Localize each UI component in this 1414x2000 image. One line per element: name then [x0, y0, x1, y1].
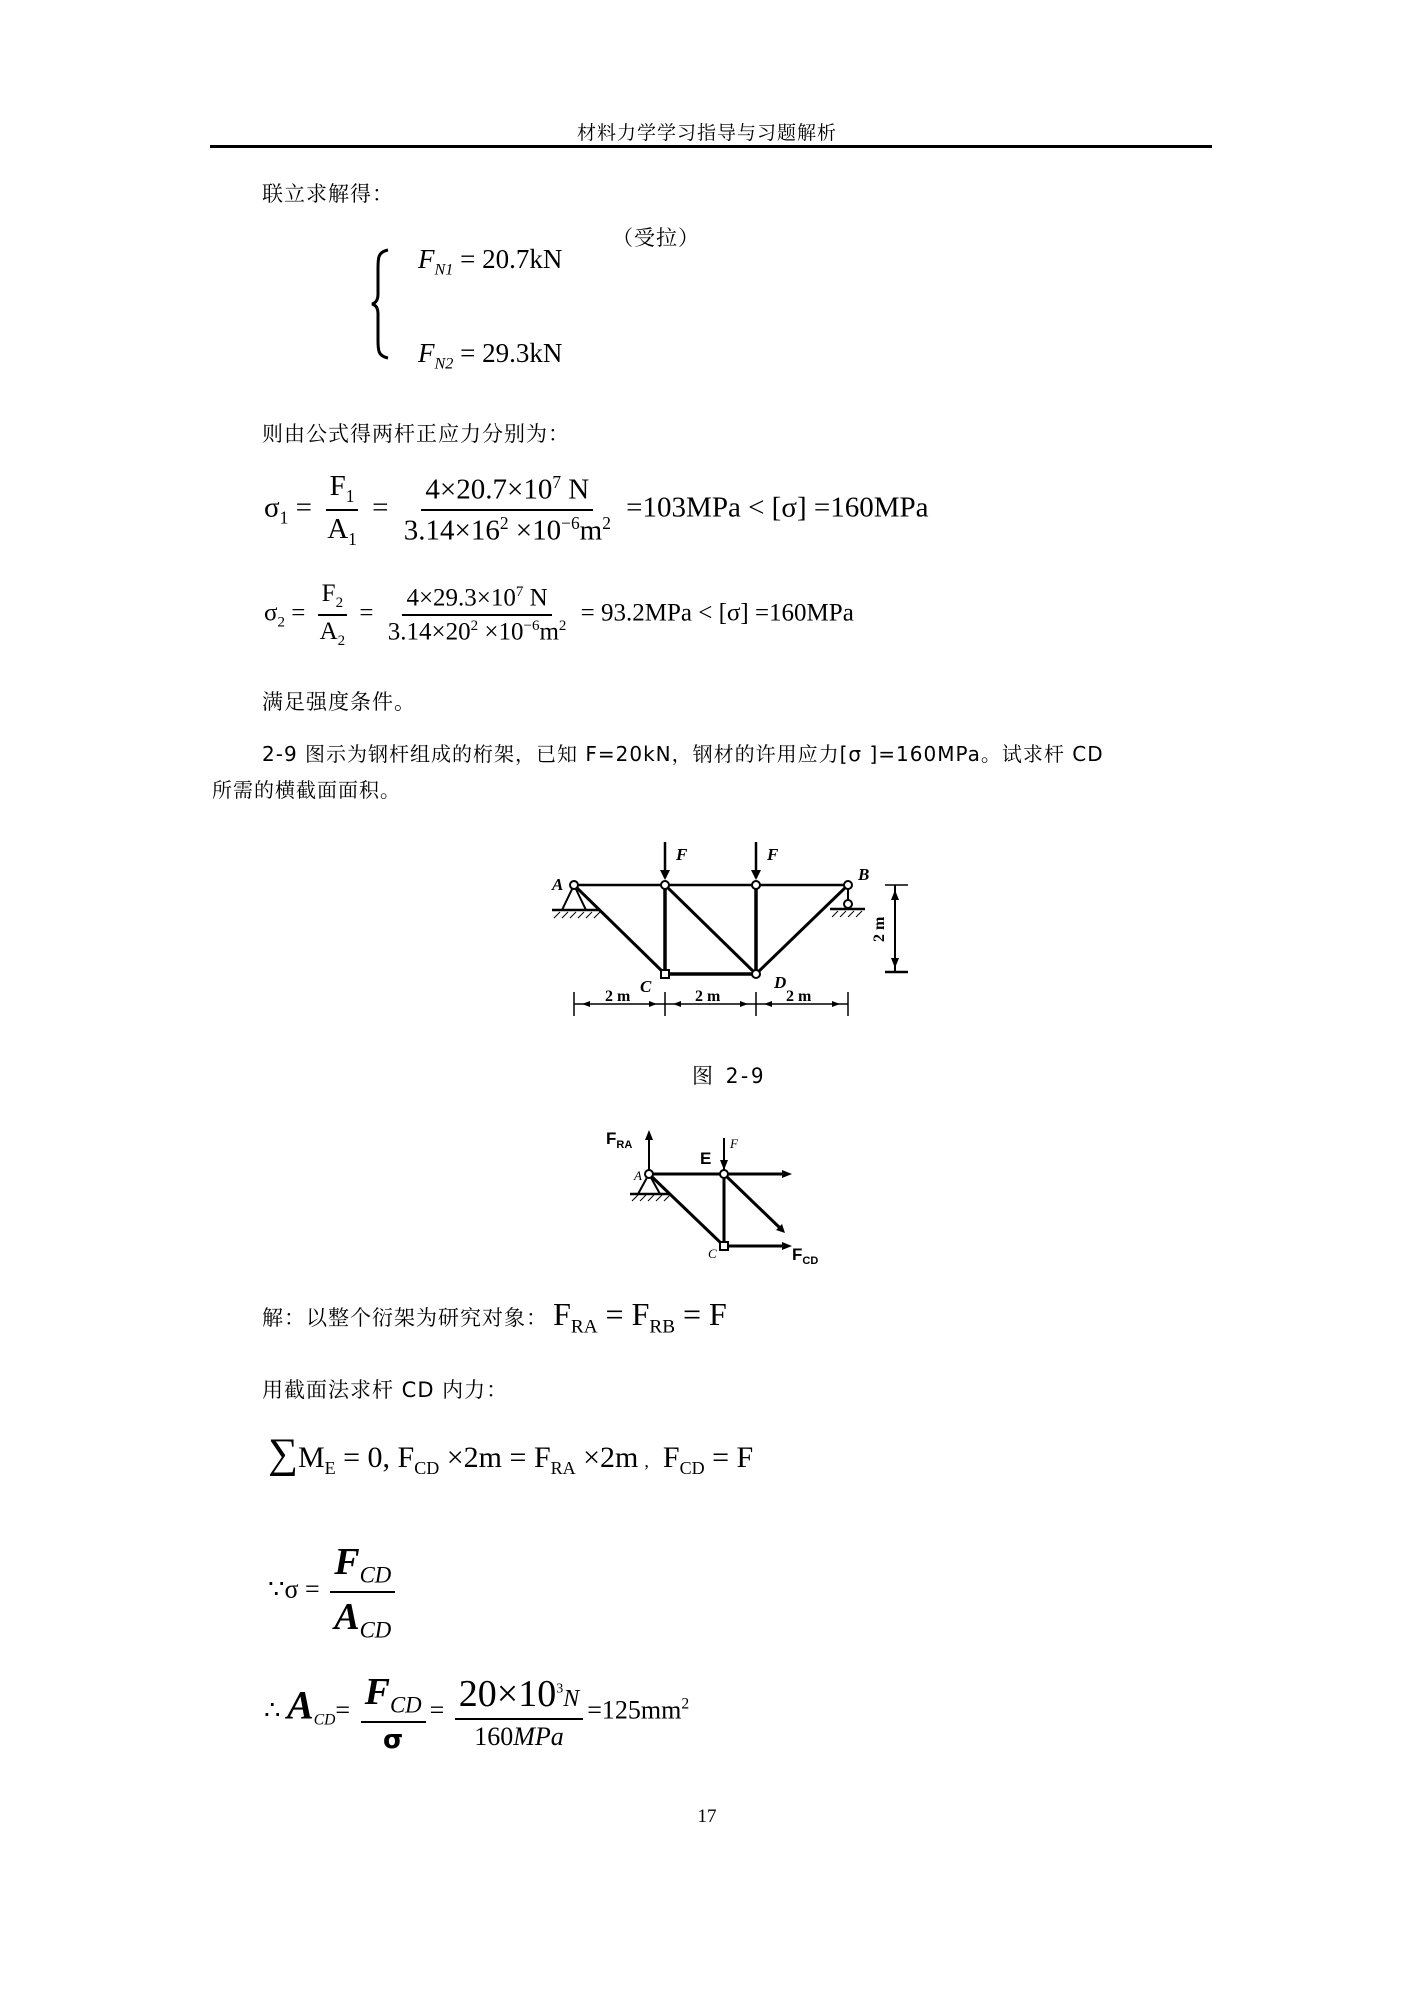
frac-den: σ — [382, 1724, 404, 1755]
frac-num-sub: CD — [359, 1562, 392, 1588]
because-symbol: ∵σ = — [268, 1574, 320, 1604]
sigma1-symbol: σ — [264, 491, 280, 524]
den-mid: ×10 — [508, 514, 562, 547]
num-unit: N — [523, 584, 548, 611]
stress-fraction — [330, 1540, 395, 1643]
sigma1-subscript: 1 — [279, 507, 289, 528]
frac-num-sub: CD — [389, 1692, 422, 1718]
frb-symbol: F — [631, 1296, 650, 1332]
moment-sub: E — [324, 1458, 336, 1478]
fn2-value: = 29.3kN — [460, 338, 563, 368]
numerator: 4×20.7×10 — [425, 473, 553, 506]
therefore-symbol: ∴ — [264, 1695, 281, 1725]
denominator: 3.14×20 — [387, 618, 471, 646]
den-exp2: −6 — [523, 618, 540, 634]
moment-symbol: M — [297, 1441, 325, 1474]
equals-sign: = — [372, 491, 389, 524]
label-f: F — [730, 1136, 738, 1151]
load-label-f1: F — [676, 845, 688, 864]
equation-fn2 — [418, 338, 562, 373]
fra-symbol: F — [553, 1296, 571, 1332]
sigma2-result: = 93.2MPa < [σ] =160MPa — [580, 599, 854, 627]
solution-intro: 解：以整个衍架为研究对象： — [262, 1306, 548, 1330]
equals-sign: = — [335, 1695, 351, 1725]
equals-sign: = — [359, 599, 374, 627]
den-exp1: 2 — [470, 618, 479, 634]
equals-sign: = — [295, 491, 312, 524]
denominator: 160 — [474, 1722, 514, 1752]
sigma2-fraction-symbolic — [316, 580, 350, 650]
num-exponent: 7 — [552, 472, 562, 493]
den-exp2: −6 — [561, 512, 580, 533]
solution-intro-line — [262, 1296, 727, 1338]
numerator: 4×29.3×10 — [406, 584, 516, 611]
num-exponent: 3 — [556, 1681, 564, 1697]
sigma1-fraction-symbolic — [323, 470, 361, 550]
comma: , — [644, 1451, 649, 1471]
label-e: E — [700, 1149, 712, 1168]
den-unit: m — [539, 618, 559, 646]
figure-caption: 图 2-9 — [692, 1064, 764, 1088]
fn1-symbol: F — [418, 244, 435, 274]
sigma1-fraction-numeric — [400, 472, 615, 547]
solve-intro: 联立求解得： — [262, 182, 394, 206]
f-value: = F — [675, 1296, 727, 1332]
moment-part2: ×2m = F — [439, 1441, 551, 1474]
frac-num: F — [321, 580, 336, 607]
frac-num-sub: 1 — [345, 485, 355, 506]
equation-sigma1 — [264, 470, 929, 550]
joint-label-d: D — [774, 973, 787, 992]
because-equation — [268, 1540, 399, 1643]
running-header-title: 材料力学学习指导与习题解析 — [576, 122, 837, 144]
stress-intro: 则由公式得两杆正应力分别为： — [262, 422, 570, 446]
label-a: A — [634, 1168, 642, 1183]
reaction-equation — [553, 1296, 727, 1338]
equals-sign: = — [597, 1296, 632, 1332]
den-unit: MPa — [513, 1722, 564, 1752]
area-result: =125mm — [587, 1695, 682, 1725]
dim-label-1: 2 m — [605, 988, 631, 1005]
area-symbol: A — [287, 1682, 314, 1728]
fra-sub: RA — [570, 1316, 598, 1338]
joint-label-b: B — [858, 865, 870, 884]
label-c: C — [708, 1246, 717, 1261]
dim-label-2: 2 m — [695, 988, 721, 1005]
num-exponent: 7 — [515, 583, 524, 600]
sigma2-subscript: 2 — [277, 614, 285, 631]
dim-label-3: 2 m — [786, 988, 812, 1005]
sigma2-symbol: σ — [264, 599, 278, 627]
height-dim-label: 2 m — [871, 916, 888, 942]
frac-num: F — [329, 470, 346, 502]
fcd-sub: CD — [414, 1458, 440, 1478]
section-method-text: 用截面法求杆 CD 内力： — [262, 1378, 509, 1402]
frac-den: A — [327, 512, 349, 545]
joint-label-c: C — [640, 977, 652, 996]
fn1-subscript: N1 — [434, 260, 454, 279]
den-exp3: 2 — [558, 618, 567, 634]
fn1-value: = 20.7kN — [460, 244, 563, 274]
frac-num: F — [334, 1541, 360, 1583]
problem-line-2: 所需的横截面面积。 — [212, 778, 401, 802]
moment-part3: ×2m — [575, 1441, 639, 1474]
result-exponent: 2 — [681, 1695, 690, 1713]
strength-conclusion: 满足强度条件。 — [262, 690, 416, 714]
frac-num-sub: 2 — [335, 595, 344, 611]
denominator: 3.14×16 — [403, 514, 500, 547]
equation-sigma2 — [264, 580, 854, 650]
equals-sign: = — [291, 599, 306, 627]
label-fcd: $F_{CD}$ — [792, 1245, 819, 1267]
den-unit: m — [579, 514, 603, 547]
frac-den: A — [319, 618, 338, 645]
page-number: 17 — [697, 1806, 717, 1827]
system-brace — [370, 248, 392, 360]
moment-part1: = 0, F — [335, 1441, 415, 1474]
fcd-sub2: CD — [679, 1458, 705, 1478]
problem-line-1: 2-9 图示为钢杆组成的桁架，已知 F=20kN，钢材的许用应力[σ ]=160MPa。试求杆 CD — [262, 742, 1104, 766]
fcd-symbol: F — [662, 1441, 680, 1474]
sigma2-fraction-numeric — [384, 584, 571, 647]
area-sub: CD — [313, 1711, 336, 1729]
truss-diagram — [540, 830, 930, 1030]
moment-equation — [268, 1430, 753, 1479]
frb-sub: RB — [649, 1316, 675, 1338]
equals-sign: = — [429, 1695, 445, 1725]
num-unit: N — [561, 473, 590, 506]
frac-den-sub: 1 — [348, 528, 357, 549]
fcd-result: = F — [704, 1441, 754, 1474]
free-body-diagram — [600, 1120, 850, 1280]
therefore-equation — [264, 1670, 689, 1755]
frac-den: A — [334, 1595, 360, 1638]
frac-den-sub: 2 — [337, 633, 346, 649]
num-unit: N — [563, 1686, 580, 1713]
fra-sub: RA — [550, 1458, 576, 1478]
fn2-subscript: N2 — [434, 354, 454, 373]
area-fraction-symbolic — [361, 1670, 426, 1755]
tension-note: （受拉） — [612, 226, 700, 250]
den-exp3: 2 — [602, 512, 611, 533]
label-fra: $F_{RA}$ — [606, 1129, 633, 1151]
area-fraction-numeric — [455, 1672, 583, 1752]
numerator: 20×10 — [458, 1673, 557, 1716]
den-mid: ×10 — [478, 618, 524, 646]
frac-den-sub: CD — [359, 1617, 392, 1643]
header-rule — [210, 145, 1212, 148]
sigma1-result: =103MPa < [σ] =160MPa — [626, 491, 929, 524]
frac-num: F — [364, 1671, 390, 1713]
den-exp1: 2 — [499, 512, 509, 533]
load-label-f2: F — [767, 845, 779, 864]
fn2-symbol: F — [418, 338, 435, 368]
equation-fn1 — [418, 244, 562, 279]
joint-label-a: A — [552, 875, 564, 894]
sum-icon: ∑ — [268, 1431, 298, 1477]
